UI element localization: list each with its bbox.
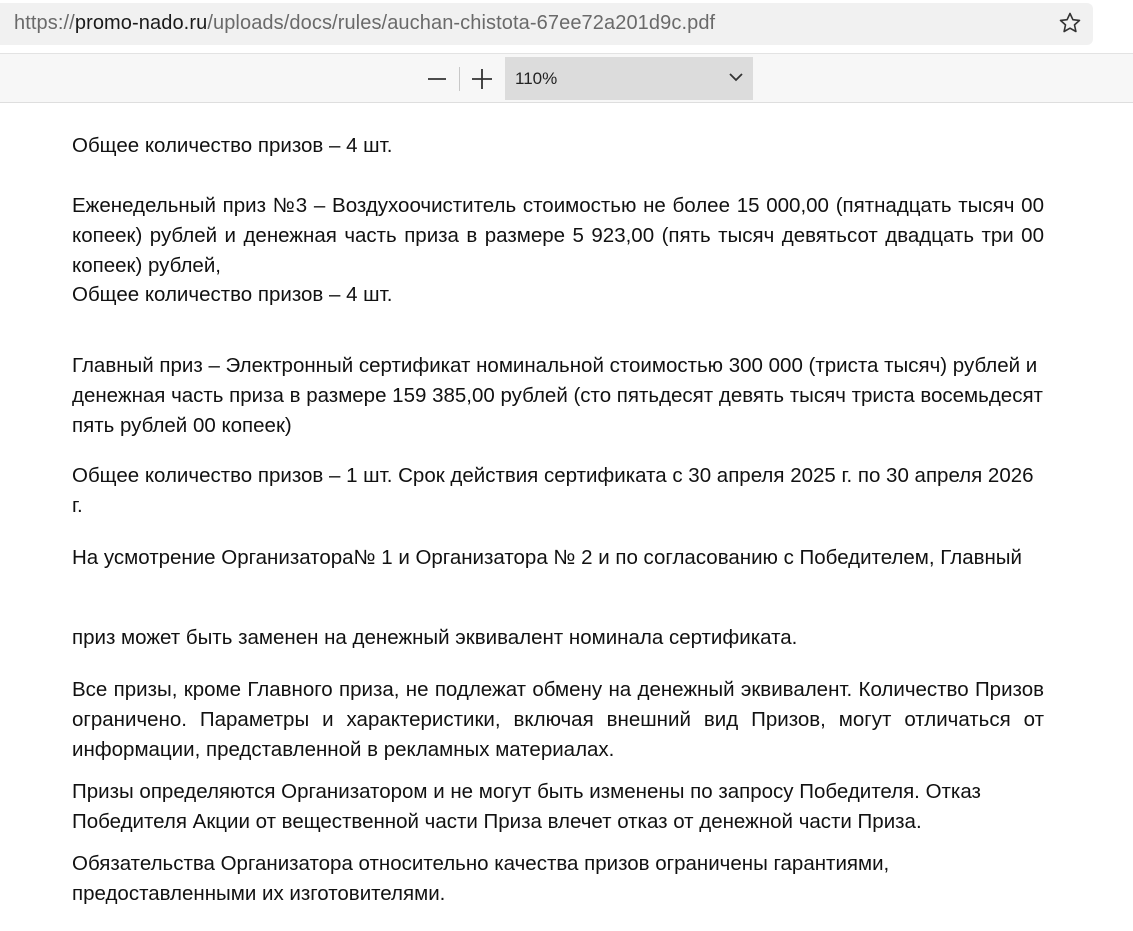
- chevron-down-icon: [729, 72, 743, 82]
- paragraph-organizer-discretion: На усмотрение Организатора№ 1 и Организатора № 2 и по согласованию с Победителем, Главный: [72, 546, 1022, 569]
- url-path: /uploads/docs/rules/auchan-chistota-67ee72a201d9c.pdf: [207, 12, 716, 34]
- url-host: promo-nado.ru: [74, 12, 208, 34]
- plus-icon: [471, 68, 493, 90]
- paragraph-weekly-prize-3: Еженедельный приз №3 – Воздухоочиститель стоимостью не более 15 000,00 (пятнадцать тысяч 00 копеек) рублей и денежная часть приза в размере 5 923,00 (пять тысяч девятьсот двадцать три 00 копеек) рублей,: [72, 194, 1044, 277]
- paragraph-prize-replacement: приз может быть заменен на денежный эквивалент номинала сертификата.: [72, 626, 798, 649]
- toolbar-divider: [459, 67, 460, 91]
- url-text[interactable]: [14, 12, 715, 35]
- url-prefix: https://: [14, 12, 75, 34]
- paragraph-prize-count-2: Общее количество призов – 4 шт.: [72, 283, 393, 306]
- zoom-value: 110%: [515, 69, 558, 88]
- address-bar: [0, 0, 1133, 52]
- paragraph-prize-count-main: Общее количество призов – 1 шт. Срок действия сертификата с 30 апреля 2025 г. по 30 апреля 2026 г.: [72, 464, 1034, 517]
- paragraph-organizer-obligations: Обязательства Организатора относительно качества призов ограничены гарантиями, предоставленными их изготовителями.: [72, 852, 890, 905]
- minus-icon: [427, 69, 447, 89]
- url-field[interactable]: [0, 3, 1093, 45]
- bookmark-star-icon[interactable]: [1056, 10, 1084, 36]
- pdf-toolbar: [0, 53, 1133, 103]
- zoom-select[interactable]: [505, 57, 753, 100]
- zoom-in-button[interactable]: [465, 63, 499, 95]
- paragraph-main-prize: Главный приз – Электронный сертификат номинальной стоимостью 300 000 (триста тысяч) рублей и денежная часть приза в размере 159 385,00 рублей (сто пятьдесят девять тысяч триста восемьдесят пять рублей 00 копеек): [72, 354, 1043, 437]
- paragraph-prize-count-1: Общее количество призов – 4 шт.: [72, 134, 393, 157]
- zoom-out-button[interactable]: [420, 63, 454, 95]
- paragraph-prize-exchange: Все призы, кроме Главного приза, не подлежат обмену на денежный эквивалент. Количество Призов ограничено. Параметры и характеристики, включая внешний вид Призов, могут отличаться от информации, представленной в рекламных материалах.: [72, 678, 1044, 761]
- paragraph-prize-determination: Призы определяются Организатором и не могут быть изменены по запросу Победителя. Отказ Победителя Акции от вещественной части Приза влечет отказ от денежной части Приза.: [72, 780, 981, 833]
